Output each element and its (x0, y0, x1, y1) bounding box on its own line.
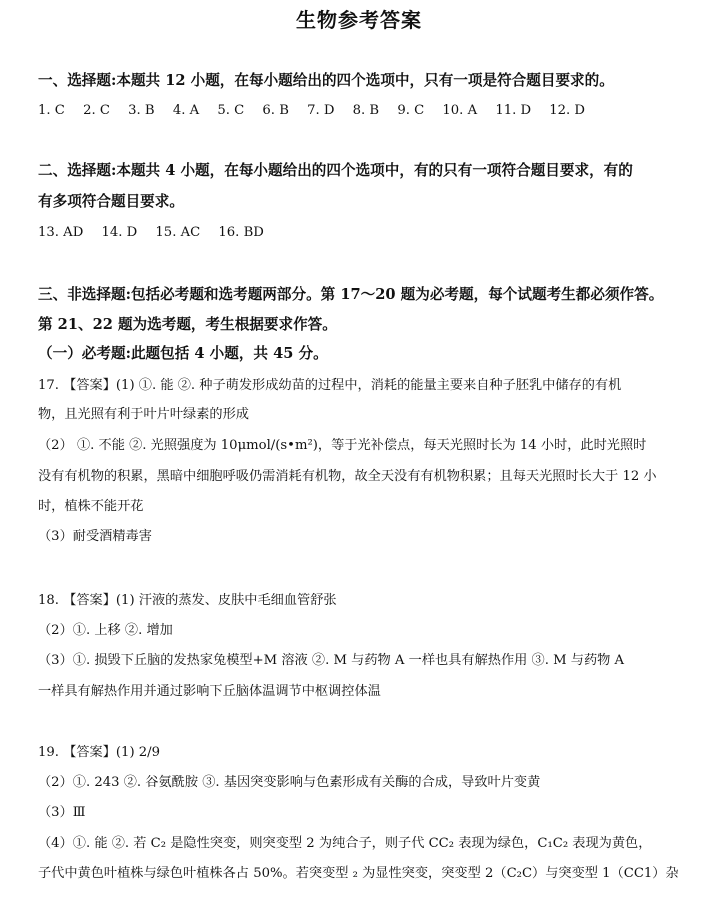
q18-line: （3）①. 损毁下丘脑的发热家兔模型+M 溶液 ②. M 与药物 A 一样也具有解热作用 ③. M 与药物 A (38, 653, 625, 668)
answer-item: 7. D (307, 103, 335, 118)
answer-item: 6. B (262, 103, 289, 118)
answer-item: 15. AC (155, 225, 201, 240)
section-3-subheading: （一）必考题:此题包括 4 小题，共 45 分。 (38, 345, 328, 362)
q17-line: 时，植株不能开花 (38, 499, 144, 514)
section-3-heading-line-1: 三、非选择题:包括必考题和选考题两部分。第 17～20 题为必考题，每个试题考生都必须作答。 (38, 286, 664, 303)
page-title: 生物参考答案 (296, 8, 422, 32)
answer-item: 3. B (128, 103, 155, 118)
q18-line: 18. 【答案】(1) 汗液的蒸发、皮肤中毛细血管舒张 (38, 593, 337, 608)
q19-line: 19. 【答案】(1) 2/9 (38, 745, 161, 760)
answer-item: 9. C (397, 103, 425, 118)
section-1-heading: 一、选择题:本题共 12 小题，在每小题给出的四个选项中，只有一项是符合题目要求的。 (38, 72, 614, 89)
q19-line: （3）Ⅲ (38, 805, 86, 820)
answer-item: 2. C (83, 103, 110, 118)
section-1-answers (38, 102, 599, 120)
q17-line: 17. 【答案】(1) ①. 能 ②. 种子萌发形成幼苗的过程中，消耗的能量主要来自种子胚乳中储存的有机 (38, 378, 622, 393)
q19-line: 子代中黄色叶植株与绿色叶植株各占 50%。若突变型 ₂ 为显性突变，突变型 2（C₂C）与突变型 1（CC1）杂 (38, 866, 679, 881)
answer-item: 4. A (172, 103, 200, 118)
q19-line: （4）①. 能 ②. 若 C₂ 是隐性突变，则突变型 2 为纯合子，则子代 CC₂ 表现为绿色，C₁C₂ 表现为黄色， (38, 836, 652, 851)
q17-line: （2） ①. 不能 ②. 光照强度为 10μmol/(s•m²)，等于光补偿点，每天光照时长为 14 小时，此时光照时 (38, 438, 647, 453)
answer-item: 13. AD (38, 225, 84, 240)
q17-line: （3）耐受酒精毒害 (38, 529, 152, 544)
q19-line: （2）①. 243 ②. 谷氨酰胺 ③. 基因突变影响与色素形成有关酶的合成，导致叶片变黄 (38, 775, 541, 790)
answer-item: 16. BD (218, 225, 264, 240)
answer-item: 12. D (549, 103, 586, 118)
q18-line: （2）①. 上移 ②. 增加 (38, 623, 173, 638)
answer-item: 5. C (217, 103, 245, 118)
answer-item: 10. A (442, 103, 478, 118)
answer-item: 11. D (495, 103, 532, 118)
section-2-heading-line-2: 有多项符合题目要求。 (38, 193, 184, 210)
section-2-heading-line-1: 二、选择题:本题共 4 小题，在每小题给出的四个选项中，有的只有一项符合题目要求，有的 (38, 162, 633, 179)
q17-line: 没有有机物的积累，黑暗中细胞呼吸仍需消耗有机物，故全天没有有机物积累；且每天光照时长大于 12 小 (38, 469, 657, 484)
q17-line: 物，且光照有利于叶片叶绿素的形成 (38, 407, 249, 422)
section-2-answers (38, 224, 278, 242)
q18-line: 一样具有解热作用并通过影响下丘脑体温调节中枢调控体温 (38, 684, 381, 699)
section-3-heading-line-2: 第 21、22 题为选考题，考生根据要求作答。 (38, 316, 337, 333)
answer-item: 1. C (38, 103, 65, 118)
answer-item: 8. B (352, 103, 380, 118)
answer-item: 14. D (101, 225, 138, 240)
